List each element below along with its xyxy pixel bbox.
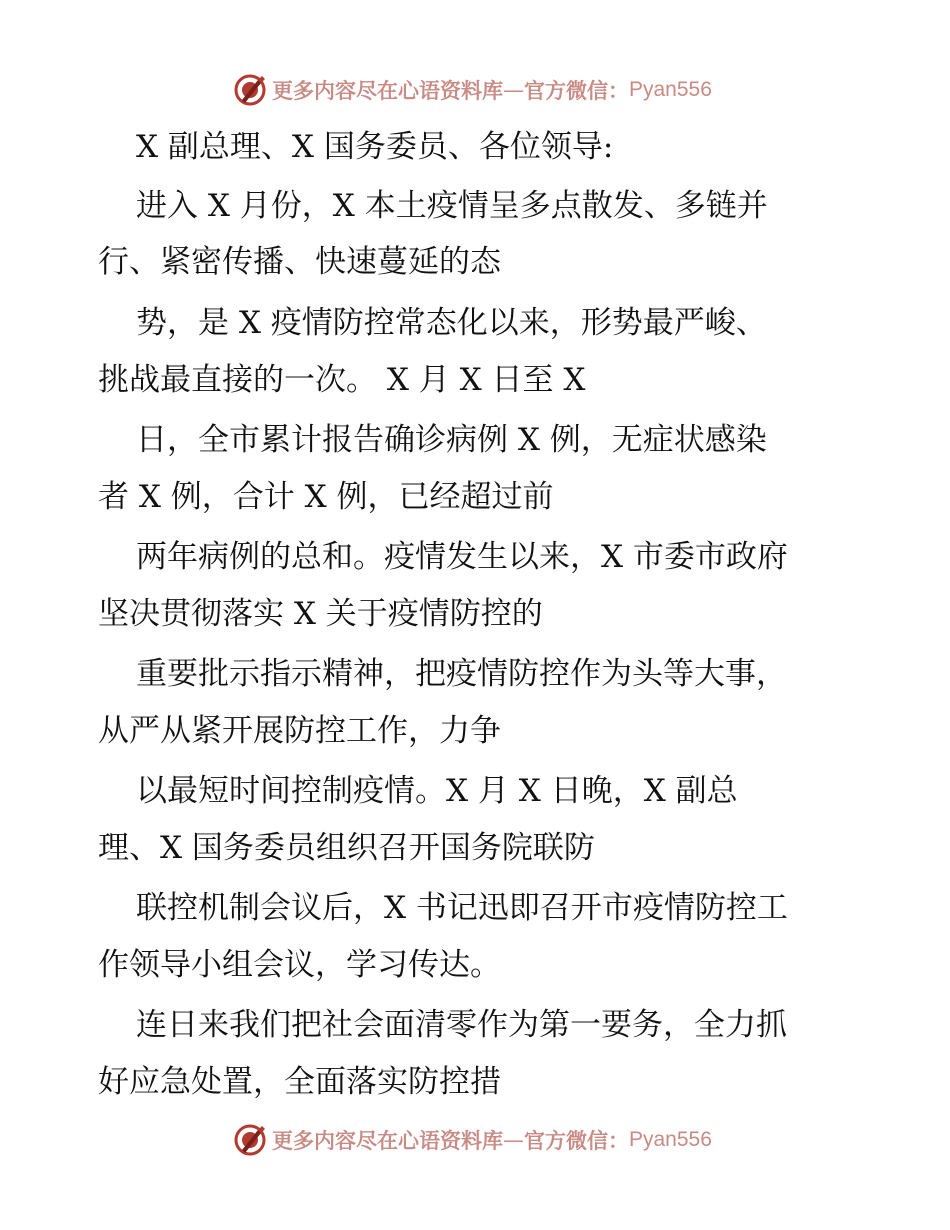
doc-line: 者 X 例，合计 X 例，已经超过前 [98, 479, 554, 515]
doc-line: 坚决贯彻落实 X 关于疫情防控的 [98, 596, 543, 632]
watermark-text: 更多内容尽在心语资料库 [272, 79, 503, 103]
doc-line: 重要批示指示精神，把疫情防控作为头等大事， [136, 656, 787, 692]
doc-line: 势，是 X 疫情防控常态化以来，形势最严峻、 [136, 305, 767, 341]
doc-line: 挑战最直接的一次。 X 月 X 日至 X [98, 362, 586, 398]
doc-line: 作领导小组会议，学习传达。 [98, 947, 501, 983]
doc-line: 进入 X 月份，X 本土疫情呈多点散发、多链并 [136, 188, 768, 224]
doc-line: 两年病例的总和。疫情发生以来，X 市委市政府 [136, 539, 788, 575]
doc-line: 连日来我们把社会面清零作为第一要务，全力抓 [136, 1007, 787, 1043]
pen-logo-icon [232, 72, 268, 108]
doc-line: 联控机制会议后，X 书记迅即召开市疫情防控工 [136, 890, 788, 926]
watermark-wechat-id: Pyan556 [629, 78, 712, 101]
watermark-text: 更多内容尽在心语资料库 [272, 1129, 503, 1153]
doc-line: 从严从紧开展防控工作，力争 [98, 713, 501, 749]
watermark-separator: — [503, 78, 524, 102]
watermark-header [232, 71, 712, 109]
doc-line: 理、X 国务委员组织召开国务院联防 [98, 830, 595, 866]
doc-line: 日，全市累计报告确诊病例 X 例，无症状感染 [136, 422, 767, 458]
doc-line-salutation: X 副总理、X 国务委员、各位领导: [136, 129, 614, 165]
doc-line: 以最短时间控制疫情。X 月 X 日晚，X 副总 [136, 773, 738, 809]
watermark-separator: — [503, 1128, 524, 1152]
watermark-wechat-id: Pyan556 [629, 1128, 712, 1151]
pen-logo-icon [232, 1122, 268, 1158]
watermark-footer [232, 1121, 712, 1159]
doc-line: 好应急处置，全面落实防控措 [98, 1064, 501, 1100]
doc-line: 行、紧密传播、快速蔓延的态 [98, 244, 501, 280]
watermark-official-label: 官方微信： [524, 79, 629, 103]
watermark-official-label: 官方微信： [524, 1129, 629, 1153]
